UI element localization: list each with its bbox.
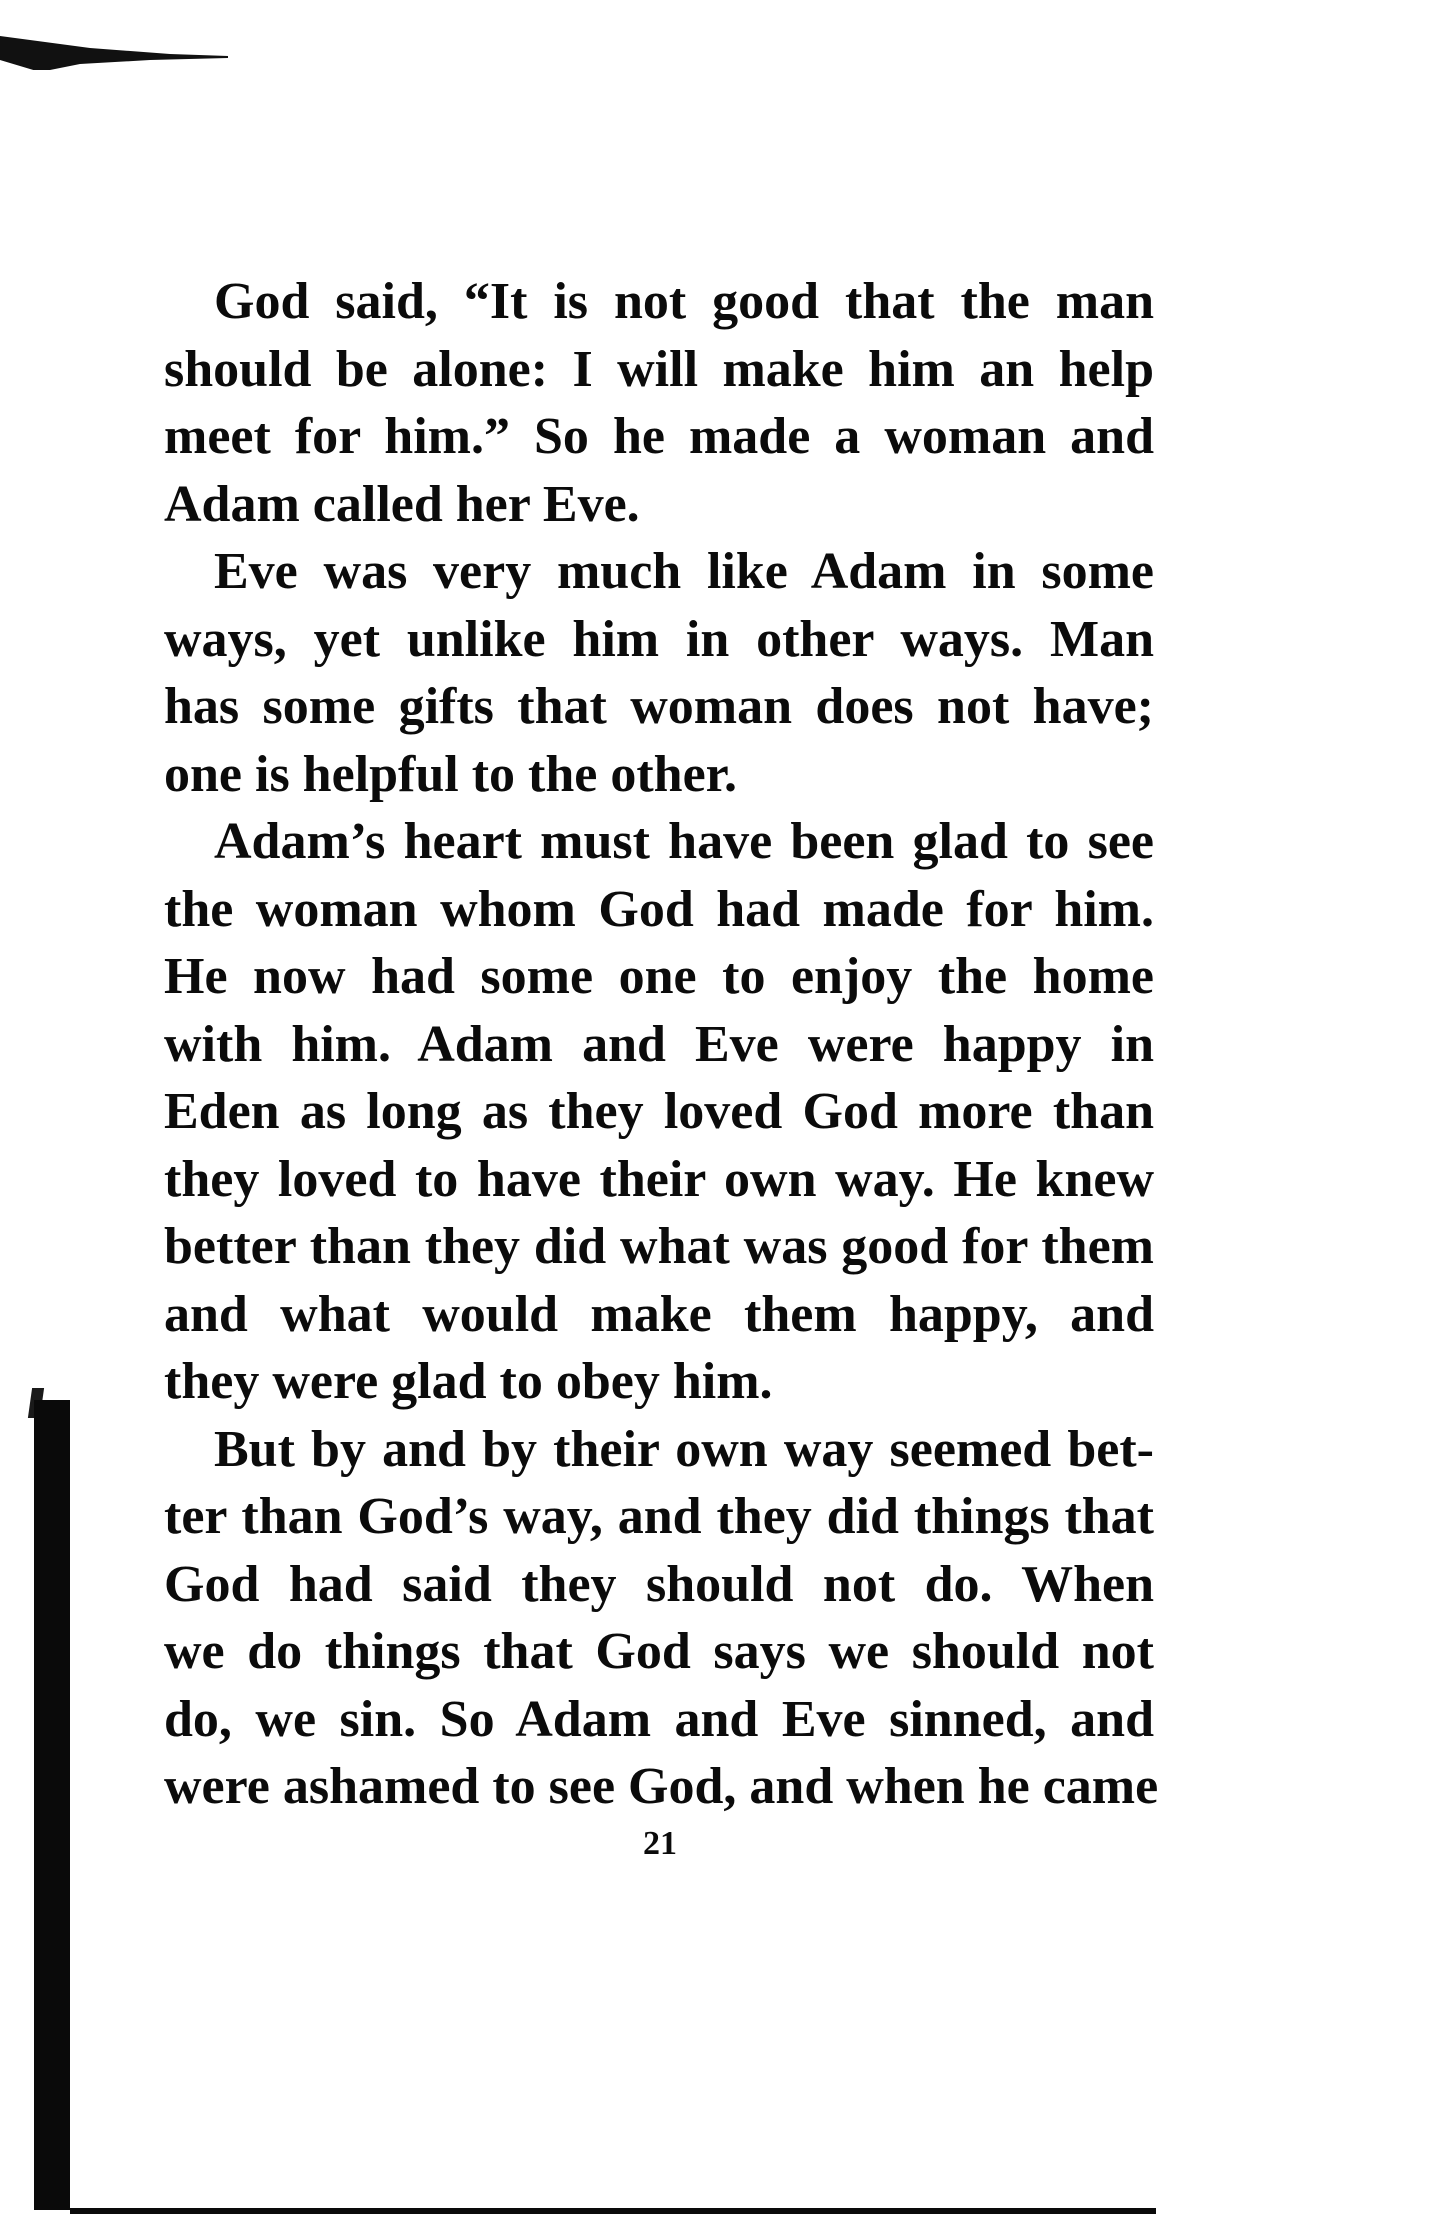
text-line: has some gifts that woman does not have;	[164, 678, 1154, 735]
text-line: He now had some one to enjoy the home	[164, 948, 1154, 1005]
text-line: meet for him.” So he made a woman and	[164, 408, 1154, 465]
text-line: ter than God’s way, and they did things that	[164, 1488, 1154, 1545]
text-line: Adam’s heart must have been glad to see	[214, 813, 1154, 870]
text-line: better than they did what was good for them	[164, 1218, 1154, 1275]
paragraph	[164, 268, 1154, 538]
text-line: Adam called her Eve.	[164, 475, 640, 533]
body-text	[164, 268, 1159, 1821]
scan-corner-mark	[0, 30, 230, 70]
text-line: do, we sin. So Adam and Eve sinned, and	[164, 1690, 1154, 1748]
text-line: Eve was very much like Adam in some	[214, 543, 1154, 600]
paragraph	[164, 1416, 1159, 1821]
text-line: But by and by their own way seemed bet-	[214, 1420, 1154, 1478]
text-line: and what would make them happy, and	[164, 1285, 1154, 1343]
text-line: Eden as long as they loved God more than	[164, 1083, 1154, 1140]
text-line: they loved to have their own way. He knew	[164, 1150, 1154, 1208]
text-line: one is helpful to the other.	[164, 745, 737, 803]
text-line: ways, yet unlike him in other ways. Man	[164, 610, 1154, 668]
text-line: the woman whom God had made for him.	[164, 880, 1154, 938]
text-line: God said, “It is not good that the man	[214, 273, 1154, 330]
text-line: God had said they should not do. When	[164, 1555, 1154, 1613]
scan-binding-shadow	[34, 1400, 70, 2210]
paragraph	[164, 808, 1154, 1416]
paragraph	[164, 538, 1154, 808]
text-line: should be alone: I will make him an help	[164, 340, 1154, 398]
page-number: 21	[643, 1825, 677, 1862]
text-line: were ashamed to see God, and when he came	[164, 1758, 1159, 1815]
text-line: we do things that God says we should not	[164, 1623, 1154, 1680]
scan-bottom-edge	[70, 2208, 1156, 2214]
text-line: they were glad to obey him.	[164, 1353, 773, 1410]
text-line: with him. Adam and Eve were happy in	[164, 1015, 1154, 1073]
